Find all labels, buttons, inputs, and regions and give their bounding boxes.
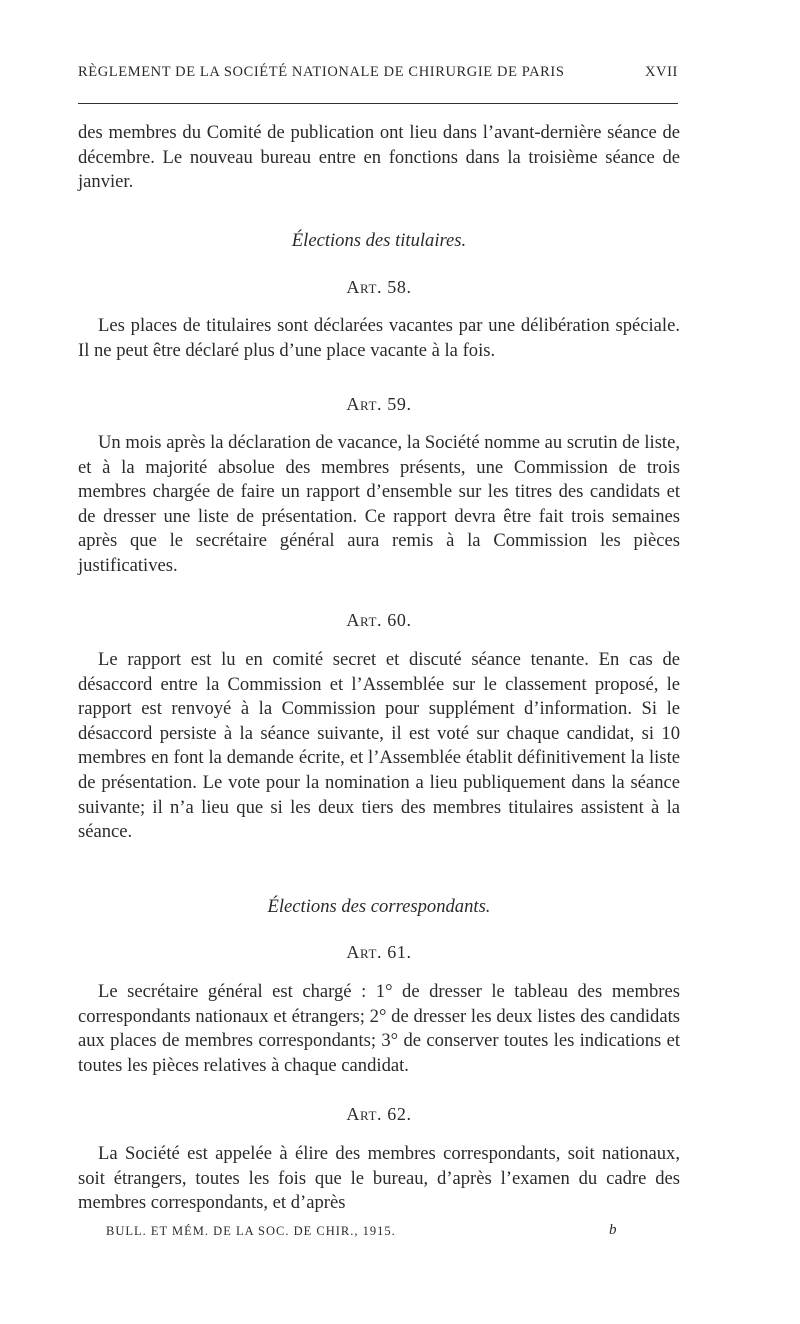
article-62-text: La Société est appelée à élire des membres correspondants, soit nationaux, soit étrangers, toutes les fois que le bureau, d’après l’examen du cadre des membres correspondants, et d’après	[78, 1143, 680, 1214]
running-title: RÈGLEMENT DE LA SOCIÉTÉ NATIONALE DE CHIRURGIE DE PARIS	[78, 64, 565, 80]
page-number: XVII	[644, 64, 678, 80]
article-62-heading: Art. 62.	[346, 1104, 412, 1124]
header-rule	[78, 103, 678, 104]
article-59-text: Un mois après la déclaration de vacance, la Société nomme au scrutin de liste, et à la majorité absolue des membres présents, une Commission de trois membres chargée de faire un rapport d’ensemble sur les titres des candidats et de dresser une liste de présentation. Ce rapport devra être fait trois semaines après que le secrétaire général aura remis à la Commission les pièces justificatives.	[78, 432, 680, 576]
article-59-heading: Art. 59.	[346, 394, 412, 414]
section-title-correspondants: Élections des correspondants.	[267, 896, 491, 917]
article-60-text: Le rapport est lu en comité secret et discuté séance tenante. En cas de désaccord entre la Commission et l’Assemblée sur le classement proposé, le rapport est renvoyé à la Commission pour supplément d’information. Si le désaccord persiste à la séance suivante, il est voté sur chaque candidat, si 10 membres en font la demande écrite, et l’Assemblée établit définitivement la liste de présentation. Le vote pour la nomination a lieu publiquement dans la séance suivante; il n’a lieu que si les deux tiers des membres titulaires assistent à la séance.	[78, 649, 680, 843]
article-61-text: Le secrétaire général est chargé : 1° de dresser le tableau des membres correspondants nationaux et étrangers; 2° de dresser les deux listes des candidats aux places de membres correspondants; 3° de conserver toutes les indications et toutes les pièces relatives à chaque candidat.	[78, 981, 680, 1076]
article-58-heading: Art. 58.	[346, 277, 412, 297]
article-61-heading: Art. 61.	[346, 942, 412, 962]
section-title-titulaires: Élections des titulaires.	[291, 230, 467, 251]
article-60-heading: Art. 60.	[346, 610, 412, 630]
paragraph-continued: des membres du Comité de publication ont lieu dans l’avant-dernière séance de décembre. Le nouveau bureau entre en fonctions dans la troisième séance de janvier.	[78, 122, 680, 193]
footer-journal: BULL. ET MÉM. DE LA SOC. DE CHIR., 1915.	[106, 1224, 396, 1238]
running-head	[78, 64, 678, 81]
signature-mark: b	[609, 1222, 617, 1238]
article-58-text: Les places de titulaires sont déclarées vacantes par une délibération spéciale. Il ne peut être déclaré plus d’une place vacante à la fois.	[78, 315, 680, 361]
page-footer	[106, 1224, 626, 1239]
